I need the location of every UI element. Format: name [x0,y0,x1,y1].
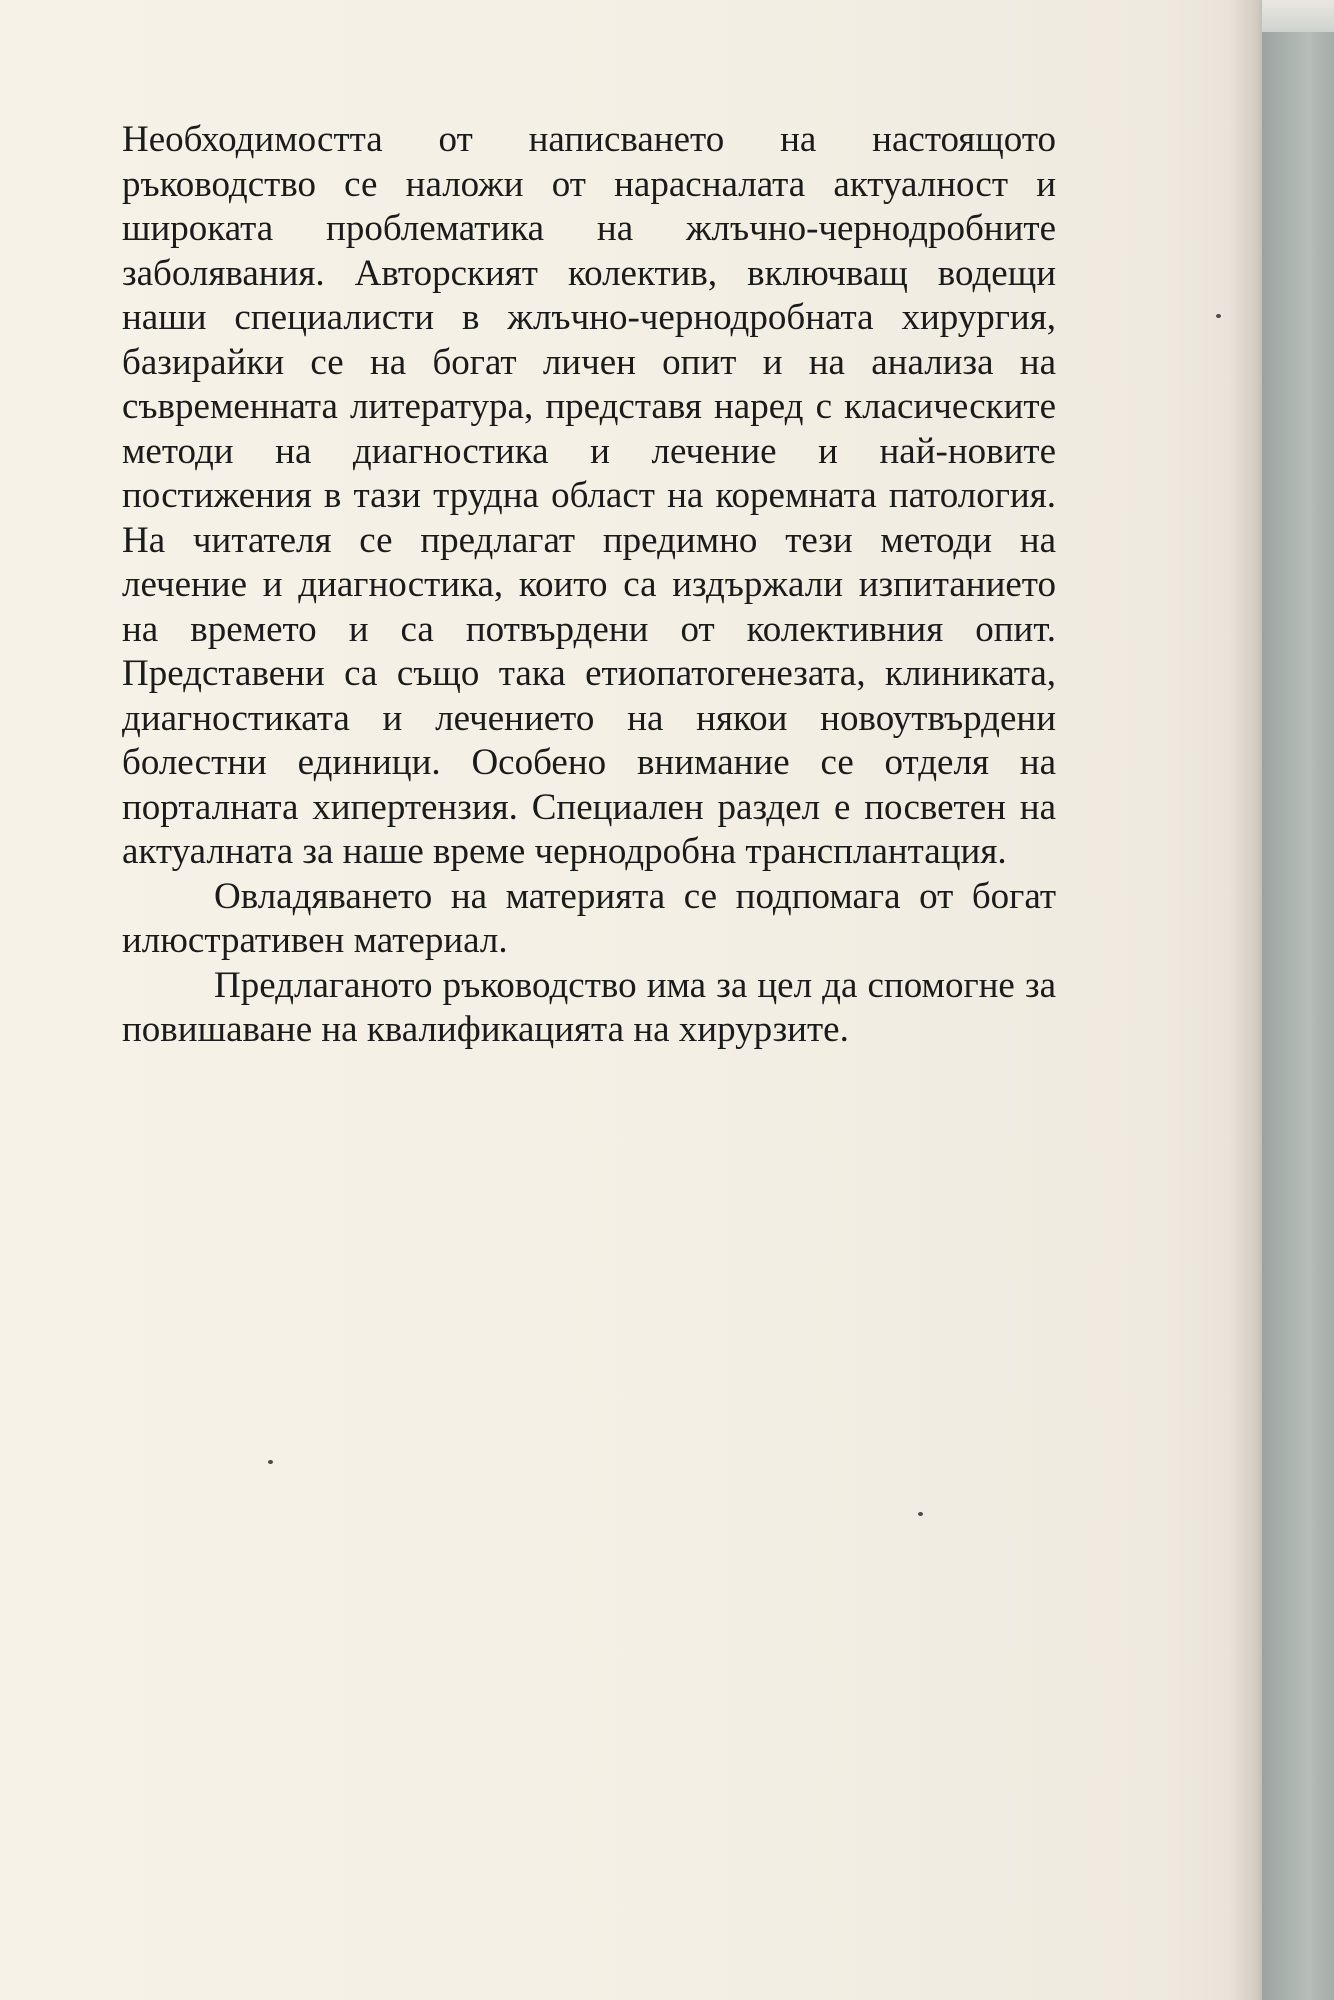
cover-top-strip [1262,0,1334,32]
text-block [122,118,1056,1053]
paragraph: Необходимостта от написването на настоящото ръководство се наложи от нарасналата актуалност и широката проблематика на жлъчно-чернодробните заболявания. Авторският колектив, включващ водещи наши специалисти в жлъчно-чернодробната хирургия, базирайки се на богат личен опит и на анализа на съвременната литература, представя наред с класическите методи на диагностика и лечение и най-новите постижения в тази трудна област на коремната патология. На читателя се предлагат предимно тези методи на лечение и диагностика, които са издържали изпитанието на времето и са потвърдени от колективния опит. Представени са също така етиопатогенезата, клиниката, диагностиката и лечението на някои новоутвърдени болестни единици. Особено внимание се отделя на порталната хипертензия. Специален раздел е посветен на актуалната за наше време чернодробна трансплантация. [122,119,1056,872]
paragraph: Овладяването на материята се подпомага от богат илюстративен материал. [122,875,1056,961]
paper-speck [918,1512,923,1516]
paragraph: Предлаганото ръководство има за цел да спомогне за повишаване на квалификацията на хирурзите. [122,964,1056,1050]
book-cover-edge [1262,0,1334,2000]
paper-speck [1216,314,1221,318]
paper-speck [268,1460,273,1464]
